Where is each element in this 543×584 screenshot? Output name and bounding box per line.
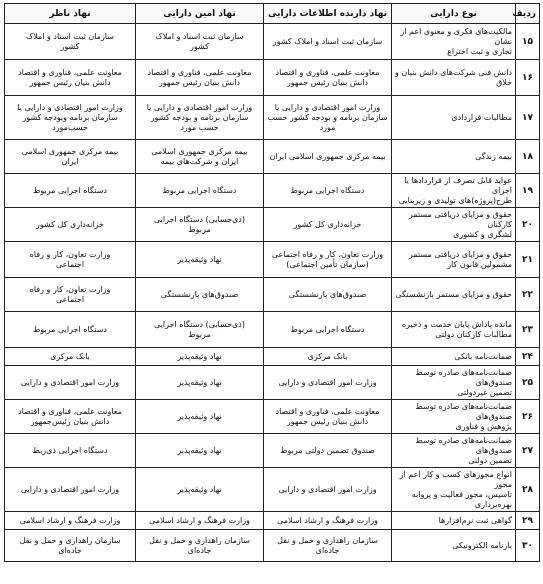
row-number-cell: ۲۲: [516, 278, 540, 312]
table-row: [5, 530, 540, 562]
cell-text-line: معاونت علمی، فناوری و اقتصاد: [147, 67, 252, 77]
info-holder-cell: [264, 530, 392, 562]
supervisor-cell: [5, 348, 136, 366]
cell-text-line: وزارت فرهنگ و ارشاد اسلامی: [19, 515, 121, 525]
table-row: [5, 400, 540, 434]
cell-text-line: سازمان ثبت اسناد و املاک کشور: [272, 36, 383, 46]
supervisor-cell: [5, 312, 136, 348]
cell-text-line: نهاد وثیقه‌پذیر: [177, 377, 222, 387]
cell-text-line: سازمان راهداری و حمل و نقل: [277, 535, 378, 545]
cell-text-line: صندوق‌های بازنشستگی: [160, 289, 239, 299]
cell-text-line: وزارت امور اقتصادی و دارایی یا: [17, 102, 123, 112]
cell-text-line: دستگاه اجرایی مربوط: [290, 324, 365, 334]
cell-text-line: (سازمان تأمین اجتماعی): [286, 259, 369, 269]
info-holder-cell: [264, 242, 392, 278]
row-number-cell: ۱۹: [516, 174, 540, 208]
supervisor-cell: [5, 512, 136, 530]
table-row: [5, 366, 540, 400]
cell-text-line: حسب مورد: [180, 122, 219, 132]
asset-type-cell: [392, 468, 516, 512]
info-holder-cell: [264, 174, 392, 208]
trustee-cell: [136, 366, 264, 400]
supervisor-cell: [5, 530, 136, 562]
supervisor-cell: [5, 434, 136, 468]
info-holder-cell: [264, 24, 392, 60]
asset-type-cell: [392, 434, 516, 468]
asset-type-cell: [392, 312, 516, 348]
row-number-cell: ۲۴: [516, 348, 540, 366]
cell-text-line: خزانه‌داری کل کشور: [293, 219, 362, 229]
trustee-cell: [136, 278, 264, 312]
table-row: [5, 512, 540, 530]
cell-text-line: معاونت علمی، فناوری و اقتصاد: [18, 406, 122, 416]
trustee-cell: [136, 140, 264, 174]
cell-text-line: دستگاه اجرایی مربوط: [162, 185, 237, 195]
cell-text-line: ضمانت‌نامه‌های صادره توسط صندوق‌های: [415, 367, 512, 387]
table-row: [5, 434, 540, 468]
cell-text-line: طرح(پروژه)های تولیدی و زیربنایی: [398, 195, 512, 205]
cell-text-line: سازمان راهداری و حمل و نقل: [149, 535, 250, 545]
trustee-cell: [136, 60, 264, 96]
asset-type-cell: [392, 242, 516, 278]
row-number-cell: ۲۶: [516, 400, 540, 434]
info-holder-cell: [264, 366, 392, 400]
cell-text-line: سازمان برنامه و بودجه کشور: [150, 112, 249, 122]
cell-text-line: ضمانت‌نامه بانکی: [454, 351, 512, 361]
table-row: [5, 174, 540, 208]
cell-text-line: (ذی‌حسابی) دستگاه اجرایی: [154, 214, 245, 224]
table-body: [5, 24, 540, 562]
row-number-cell: ۱۸: [516, 140, 540, 174]
cell-text-line: دانش بنیان رئیس جمهور: [286, 416, 369, 426]
info-holder-cell: [264, 208, 392, 242]
header-info-holder: نهاد دارنده اطلاعات دارایی: [264, 4, 392, 24]
cell-text-line: دستگاه اجرایی مربوط: [33, 185, 107, 195]
supervisor-cell: [5, 400, 136, 434]
cell-text-line: مربوط: [188, 224, 211, 234]
supervisor-cell: [5, 174, 136, 208]
row-number-cell: ۱۶: [516, 60, 540, 96]
cell-text-line: خزانه‌داری کل کشور: [36, 219, 104, 229]
cell-text-line: دستگاه اجرایی مربوط: [33, 324, 107, 334]
table-row: [5, 60, 540, 96]
cell-text-line: ایران: [61, 156, 79, 166]
cell-text-line: سازمان ثبت اسناد و املاک: [26, 31, 114, 41]
cell-text-line: دانش بنیان رئیس جمهور: [29, 77, 111, 87]
cell-text-line: حقوق و مزایای مستمر بازنشستگی: [395, 289, 512, 299]
cell-text-line: وزارت امور اقتصادی و دارایی: [20, 377, 120, 387]
row-number-cell: ۲۳: [516, 312, 540, 348]
cell-text-line: مشمولین قانون کار: [447, 259, 512, 269]
info-holder-cell: [264, 60, 392, 96]
cell-text-line: (ذی‌حسابی) دستگاه اجرایی: [154, 319, 245, 329]
header-supervisor: نهاد ناظر: [5, 4, 136, 24]
cell-text-line: بارنامه الکترونیکی: [452, 540, 512, 550]
asset-type-cell: [392, 400, 516, 434]
trustee-cell: [136, 96, 264, 140]
table-row: [5, 312, 540, 348]
cell-text-line: وزارت امور اقتصادی و دارایی: [20, 484, 120, 494]
cell-text-line: سازمان برنامه و بودجه کشور حسب: [267, 112, 388, 122]
table-row: [5, 24, 540, 60]
asset-type-cell: [392, 24, 516, 60]
cell-text-line: دستگاه اجرایی مربوط: [290, 185, 365, 195]
cell-text-line: بیمه زندگی: [475, 151, 512, 161]
trustee-cell: [136, 468, 264, 512]
cell-text-line: نهاد وثیقه‌پذیر: [177, 411, 222, 421]
table-row: [5, 242, 540, 278]
asset-type-cell: [392, 174, 516, 208]
cell-text-line: حقوق و مزایای دریافتی مستمر کارکنان: [408, 209, 512, 229]
trustee-cell: [136, 24, 264, 60]
cell-text-line: معاونت علمی، فناوری و اقتصاد: [275, 67, 380, 77]
cell-text-line: وزارت تعاون، کار و رفاه اجتماعی: [271, 249, 384, 259]
cell-text-line: دانش بنیان رئیس جمهور: [158, 77, 241, 87]
asset-type-cell: [392, 530, 516, 562]
info-holder-cell: [264, 468, 392, 512]
trustee-cell: [136, 512, 264, 530]
cell-text-line: کشور: [190, 41, 209, 51]
cell-text-line: معاونت علمی، فناوری و اقتصاد: [275, 406, 380, 416]
cell-text-line: مطالبات قراردادی: [451, 112, 512, 122]
trustee-cell: [136, 208, 264, 242]
cell-text-line: وزارت امور اقتصادی و دارایی یا: [146, 102, 253, 112]
cell-text-line: وزارت تعاون، کار و رفاه: [29, 284, 111, 294]
cell-text-line: سازمان برنامه وبودجه کشور: [22, 112, 118, 122]
table-row: [5, 278, 540, 312]
cell-text-line: مورد: [319, 122, 336, 132]
info-holder-cell: [264, 400, 392, 434]
asset-type-cell: [392, 278, 516, 312]
table-row: [5, 140, 540, 174]
cell-text-line: مطالبات کارکنان دولتی: [435, 329, 512, 339]
table-header-row: [5, 4, 540, 24]
cell-text-line: انواع مجوزهای کسب و کار اعم از مجوز: [399, 469, 512, 489]
cell-text-line: جاده‌ای: [315, 545, 340, 555]
cell-text-line: دانش فنی شرکت‌های دانش بنیان و: [395, 67, 512, 77]
trustee-cell: [136, 400, 264, 434]
supervisor-cell: [5, 60, 136, 96]
table-row: [5, 468, 540, 512]
cell-text-line: بانک مرکزی: [50, 351, 90, 361]
trustee-cell: [136, 174, 264, 208]
cell-text-line: تضمین دولتی: [468, 455, 512, 465]
supervisor-cell: [5, 366, 136, 400]
supervisor-cell: [5, 140, 136, 174]
trustee-cell: [136, 434, 264, 468]
cell-text-line: دانش بنیان رئیس‌جمهور: [30, 416, 110, 426]
cell-text-line: معاونت علمی، فناوری و اقتصاد: [18, 67, 122, 77]
cell-text-line: اجتماعی: [55, 259, 85, 269]
asset-type-cell: [392, 140, 516, 174]
cell-text-line: لشگری و کشوری: [453, 229, 512, 239]
cell-text-line: بیمه مرکزی جمهوری اسلامی: [21, 146, 119, 156]
row-number-cell: ۳۰: [516, 530, 540, 562]
info-holder-cell: [264, 312, 392, 348]
trustee-cell: [136, 348, 264, 366]
row-number-cell: ۱۵: [516, 24, 540, 60]
row-number-cell: ۱۷: [516, 96, 540, 140]
cell-text-line: سازمان راهداری و حمل و نقل: [19, 535, 121, 545]
supervisor-cell: [5, 468, 136, 512]
asset-type-cell: [392, 208, 516, 242]
cell-text-line: تضمین غیردولتی: [457, 387, 512, 397]
cell-text-line: گواهی ثبت نرم‌افزارها: [438, 515, 512, 525]
cell-text-line: بهره‌برداری: [474, 499, 512, 509]
cell-text-line: صندوق تضمین دولتی مربوط: [280, 445, 375, 455]
cell-text-line: مانده پاداش پایان خدمت و ذخیره: [401, 319, 512, 329]
cell-text-line: نهاد وثیقه‌پذیر: [177, 254, 222, 264]
info-holder-cell: [264, 348, 392, 366]
supervisor-cell: [5, 242, 136, 278]
trustee-cell: [136, 530, 264, 562]
cell-text-line: نهاد وثیقه‌پذیر: [177, 351, 222, 361]
row-number-cell: ۲۸: [516, 468, 540, 512]
cell-text-line: ایران و شرکت‌های بیمه: [160, 156, 239, 166]
row-number-cell: ۲۰: [516, 208, 540, 242]
cell-text-line: وزارت تعاون، کار و رفاه: [29, 249, 111, 259]
cell-text-line: خلاق: [496, 77, 512, 87]
cell-text-line: بانک مرکزی: [307, 351, 348, 361]
header-row-number: ردیف: [516, 4, 540, 24]
asset-type-cell: [392, 96, 516, 140]
row-number-cell: ۲۵: [516, 366, 540, 400]
cell-text-line: جاده‌ای: [187, 545, 212, 555]
table-row: [5, 96, 540, 140]
cell-text-line: حسب‌مورد: [52, 122, 88, 132]
info-holder-cell: [264, 96, 392, 140]
cell-text-line: مربوط: [188, 329, 211, 339]
asset-table: [4, 3, 540, 562]
row-number-cell: ۲۹: [516, 512, 540, 530]
cell-text-line: وزارت فرهنگ و ارشاد اسلامی: [277, 515, 378, 525]
table-row: [5, 208, 540, 242]
supervisor-cell: [5, 24, 136, 60]
info-holder-cell: [264, 512, 392, 530]
info-holder-cell: [264, 278, 392, 312]
cell-text-line: کشور: [60, 41, 80, 51]
cell-text-line: حقوق و مزایای دریافتی مستمر: [408, 249, 512, 259]
cell-text-line: ضمانت‌نامه‌های صادره توسط صندوق‌های: [415, 435, 512, 455]
cell-text-line: جاده‌ای: [58, 545, 82, 555]
cell-text-line: وزارت امور اقتصادی و دارایی یا: [274, 102, 381, 112]
cell-text-line: دستگاه اجرایی ذی‌ربط: [32, 445, 108, 455]
asset-type-cell: [392, 60, 516, 96]
cell-text-line: پژوهش و فناوری: [455, 421, 512, 431]
header-asset-type: نوع دارایی: [392, 4, 516, 24]
supervisor-cell: [5, 278, 136, 312]
cell-text-line: سازمان ثبت اسناد و املاک: [155, 31, 244, 41]
trustee-cell: [136, 242, 264, 278]
table-row: [5, 348, 540, 366]
cell-text-line: وزارت امور اقتصادی و دارایی: [278, 484, 377, 494]
asset-type-cell: [392, 366, 516, 400]
cell-text-line: بیمه مرکزی جمهوری اسلامی ایران: [269, 151, 386, 161]
cell-text-line: اجتماعی: [55, 294, 85, 304]
cell-text-line: نهاد وثیقه‌پذیر: [177, 484, 222, 494]
cell-text-line: مالکیت‌های فکری و معنوی اعم از نشان: [400, 26, 512, 46]
row-number-cell: ۲۱: [516, 242, 540, 278]
cell-text-line: تجاری و ثبت اختراع: [447, 46, 512, 56]
supervisor-cell: [5, 96, 136, 140]
cell-text-line: دانش بنیان رئیس جمهور: [286, 77, 369, 87]
supervisor-cell: [5, 208, 136, 242]
info-holder-cell: [264, 434, 392, 468]
cell-text-line: صندوق‌های بازنشستگی: [288, 289, 367, 299]
asset-type-cell: [392, 348, 516, 366]
header-trustee: نهاد امین دارایی: [136, 4, 264, 24]
cell-text-line: نهاد وثیقه‌پذیر: [177, 445, 222, 455]
cell-text-line: عواید قابل تصرف از قراردادها یا اجرای: [404, 175, 512, 195]
cell-text-line: وزارت فرهنگ و ارشاد اسلامی: [149, 515, 250, 525]
info-holder-cell: [264, 140, 392, 174]
cell-text-line: ضمانت‌نامه‌های صادره توسط صندوق‌های: [415, 401, 512, 421]
cell-text-line: تاسیس، مجوز فعالیت و پروانه: [411, 489, 512, 499]
asset-table-page: [4, 3, 539, 562]
row-number-cell: ۲۷: [516, 434, 540, 468]
cell-text-line: وزارت امور اقتصادی و دارایی: [278, 377, 377, 387]
trustee-cell: [136, 312, 264, 348]
asset-type-cell: [392, 512, 516, 530]
cell-text-line: بیمه مرکزی جمهوری اسلامی: [151, 146, 248, 156]
